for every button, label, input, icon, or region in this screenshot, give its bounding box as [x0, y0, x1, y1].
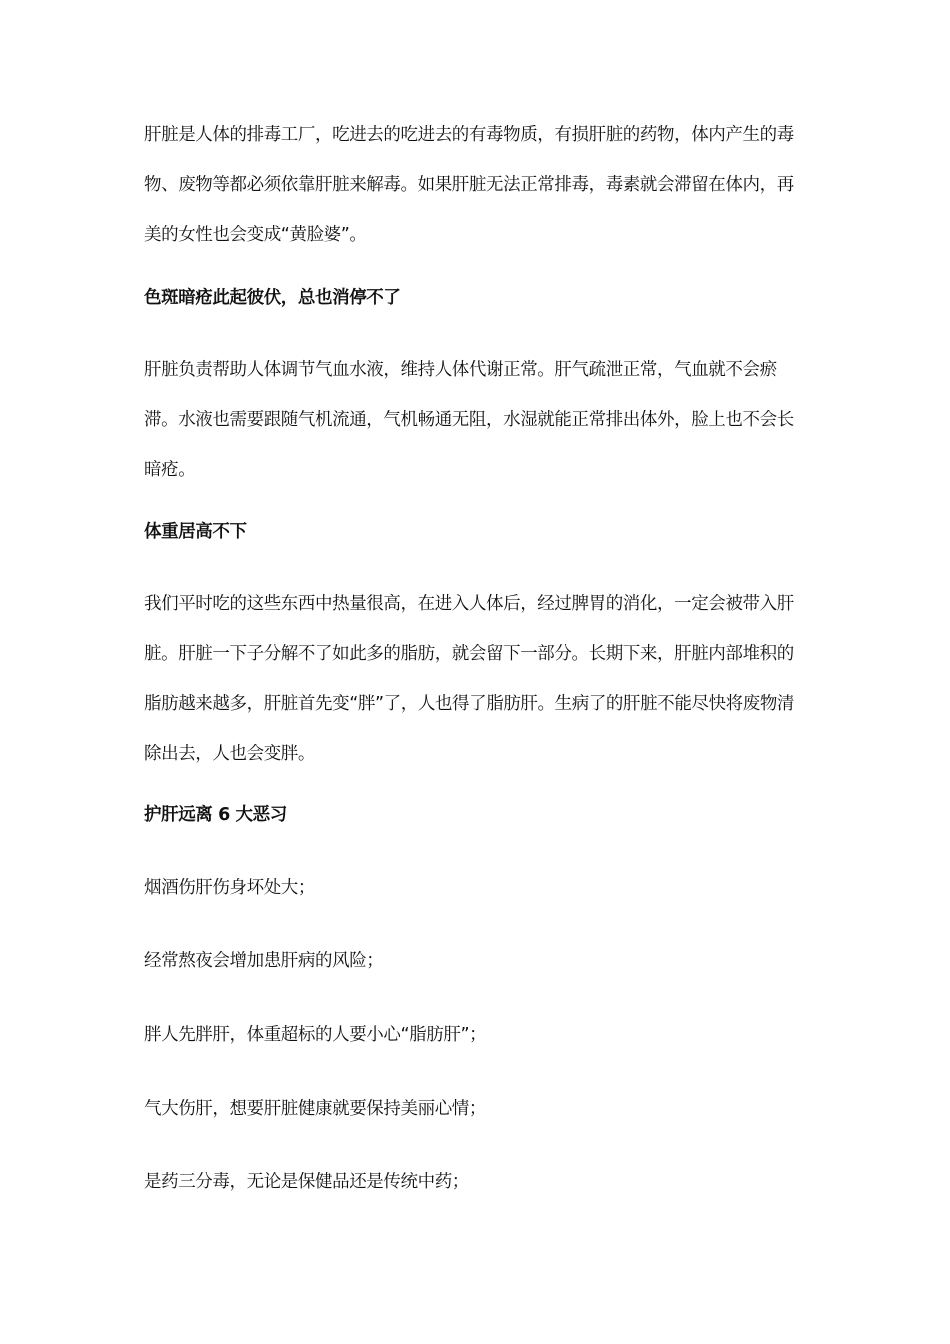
- heading-spots-acne: 色斑暗疮此起彼伏，总也消停不了: [144, 288, 401, 308]
- list-item-staying-up-late: 经常熬夜会增加患肝病的风险；: [144, 951, 384, 971]
- list-item-medicine: 是药三分毒，无论是保健品还是传统中药；: [144, 1172, 469, 1192]
- paragraph-fatty-liver: 我们平时吃的这些东西中热量很高，在进入人体后，经过脾胃的消化，一定会被带入肝脏。肝脏一下子分解不了如此多的脂肪，就会留下一部分。长期下来，肝脏内部堆积的脂肪越来越多，肝脏首先变“胖”了，人也得了脂肪肝。生病了的肝脏不能尽快将废物清除出去，人也会变胖。: [144, 594, 795, 764]
- paragraph-qi-blood: 肝脏负责帮助人体调节气血水液，维持人体代谢正常。肝气疏泄正常，气血就不会瘀滞。水液也需要跟随气机流通，气机畅通无阻，水湿就能正常排出体外，脸上也不会长暗疮。: [144, 360, 794, 480]
- heading-six-bad-habits: 护肝远离 6 大恶习: [144, 805, 287, 825]
- list-item-anger: 气大伤肝，想要肝脏健康就要保持美丽心情；: [144, 1099, 486, 1119]
- paragraph-liver-detox: 肝脏是人体的排毒工厂，吃进去的吃进去的有毒物质，有损肝脏的药物，体内产生的毒物、废物等都必须依靠肝脏来解毒。如果肝脏无法正常排毒，毒素就会滞留在体内，再美的女性也会变成“黄脸婆”。: [144, 125, 794, 245]
- heading-weight: 体重居高不下: [144, 522, 247, 542]
- list-item-smoking-drinking: 烟酒伤肝伤身坏处大；: [144, 878, 315, 898]
- list-item-overweight: 胖人先胖肝，体重超标的人要小心“脂肪肝”；: [144, 1025, 487, 1045]
